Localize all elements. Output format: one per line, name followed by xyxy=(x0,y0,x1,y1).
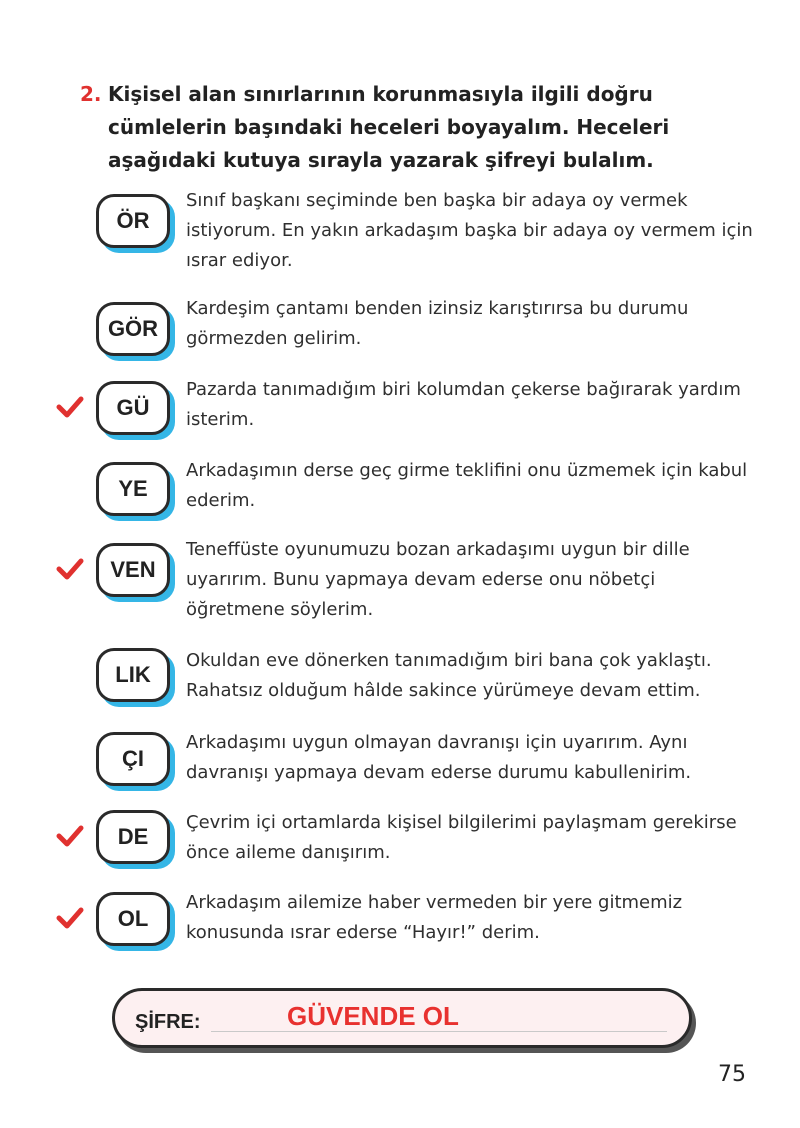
syllable-box[interactable]: VEN xyxy=(96,543,170,597)
password-box xyxy=(112,988,692,1048)
statement-text: Pazarda tanımadığım biri kolumdan çekerse bağırarak yardım isterim. xyxy=(186,379,741,430)
password-label: ŞİFRE: xyxy=(135,1011,201,1033)
question-number: 2. xyxy=(80,82,102,106)
syllable-box[interactable]: GÜ xyxy=(96,381,170,435)
statement-text: Arkadaşımın derse geç girme teklifini onu üzmemek için kabul ederim. xyxy=(186,460,748,511)
statement-text: Çevrim içi ortamlarda kişisel bilgilerimi paylaşmam gerekirse önce aileme danışırım. xyxy=(186,812,737,863)
statement-text: Teneffüste oyunumuzu bozan arkadaşımı uygun bir dille uyarırım. Bunu yapmaya devam ederse onu nöbetçi öğretmene söylerim. xyxy=(186,539,690,620)
syllable-box[interactable]: GÖR xyxy=(96,302,170,356)
question xyxy=(80,78,770,177)
syllable-box[interactable]: LIK xyxy=(96,648,170,702)
question-text: Kişisel alan sınırlarının korunmasıyla ilgili doğru cümlelerin başındaki heceleri boyayalım. Heceleri aşağıdaki kutuya sırayla yazarak şifreyi bulalım. xyxy=(108,82,670,172)
password-answer[interactable]: GÜVENDE OL xyxy=(287,1001,459,1031)
statement-text: Arkadaşım ailemize haber vermeden bir yere gitmemiz konusunda ısrar ederse “Hayır!” derim. xyxy=(186,892,683,943)
checkmark-icon xyxy=(56,822,84,850)
syllable-box[interactable]: DE xyxy=(96,810,170,864)
syllable-box[interactable]: ÖR xyxy=(96,194,170,248)
statement-text: Okuldan eve dönerken tanımadığım biri bana çok yaklaştı. Rahatsız olduğum hâlde sakince yürümeye devam ettim. xyxy=(186,650,712,701)
syllable-box[interactable]: OL xyxy=(96,892,170,946)
checkmark-icon xyxy=(56,904,84,932)
statement-text: Kardeşim çantamı benden izinsiz karıştırırsa bu durumu görmezden gelirim. xyxy=(186,298,689,349)
checkmark-icon xyxy=(56,555,84,583)
checkmark-icon xyxy=(56,393,84,421)
page-number: 75 xyxy=(718,1062,746,1087)
syllable-box[interactable]: ÇI xyxy=(96,732,170,786)
statement-text: Sınıf başkanı seçiminde ben başka bir adaya oy vermek istiyorum. En yakın arkadaşım başka bir adaya oy vermem için ısrar ediyor. xyxy=(186,190,753,271)
syllable-box[interactable]: YE xyxy=(96,462,170,516)
statement-text: Arkadaşımı uygun olmayan davranışı için uyarırım. Aynı davranışı yapmaya devam ederse durumu kabullenirim. xyxy=(186,732,692,783)
